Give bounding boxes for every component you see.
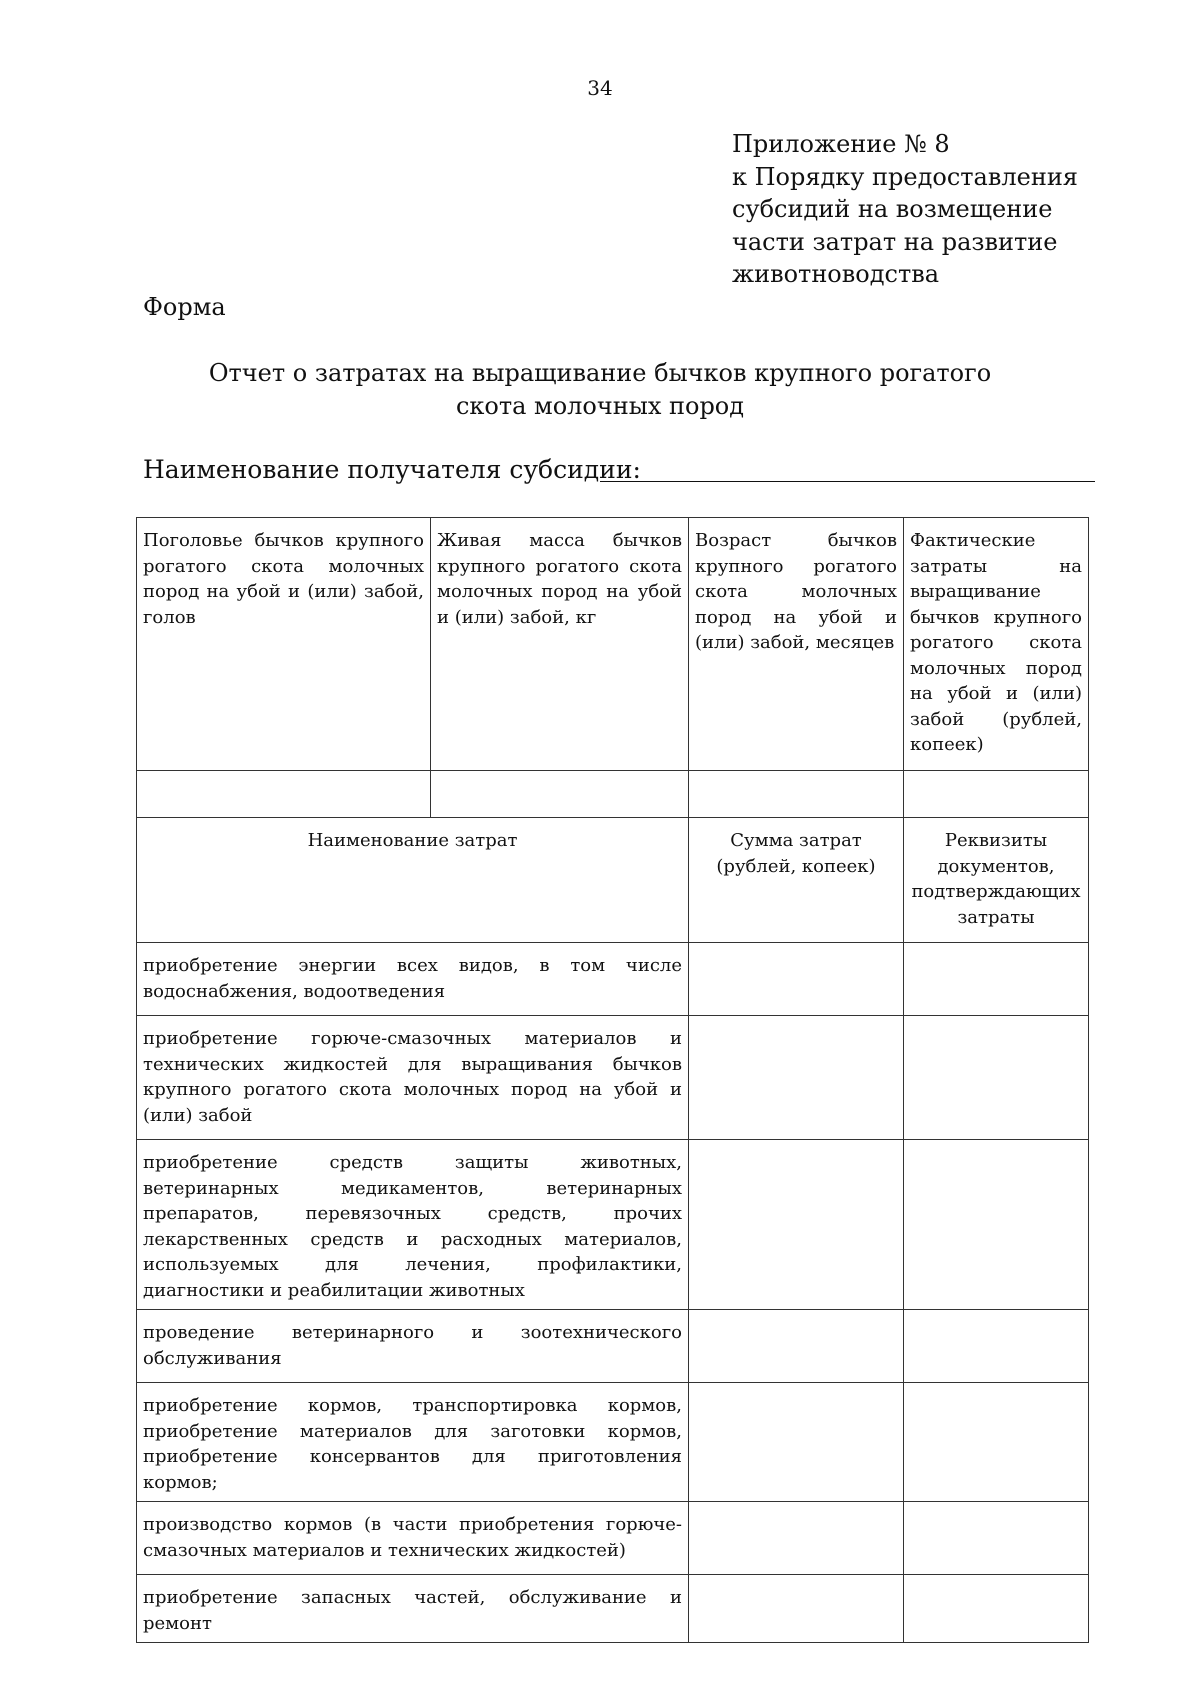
cost-docs-cell[interactable] — [904, 943, 1089, 1016]
header-cost-docs: Реквизиты документов, подтверждающих затраты — [904, 818, 1089, 943]
live-weight-cell[interactable] — [431, 771, 689, 818]
age-cell[interactable] — [689, 771, 904, 818]
header-age: Возраст бычков крупного рогатого скота молочных пород на убой и (или) забой, месяцев — [689, 518, 904, 771]
appendix-reference — [732, 128, 1078, 291]
cost-row — [137, 1310, 1089, 1383]
cost-row — [137, 1016, 1089, 1140]
cost-sum-cell[interactable] — [689, 1016, 904, 1140]
appendix-line: части затрат на развитие — [732, 227, 1058, 256]
cost-docs-cell[interactable] — [904, 1575, 1089, 1643]
appendix-line: Приложение № 8 — [732, 130, 950, 158]
appendix-line: животноводства — [732, 260, 940, 288]
recipient-name-field[interactable] — [600, 481, 1095, 482]
cost-sum-cell[interactable] — [689, 1575, 904, 1643]
cost-name-cell: приобретение горюче-смазочных материалов и технических жидкостей для выращивания бычков крупного рогатого скота молочных пород на убой и (или) забой — [137, 1016, 689, 1140]
report-table — [136, 517, 1089, 1643]
recipient-label: Наименование получателя субсидии: — [143, 455, 641, 484]
cost-row — [137, 1140, 1089, 1310]
cost-name-cell: приобретение запасных частей, обслуживание и ремонт — [137, 1575, 689, 1643]
form-label: Форма — [143, 293, 226, 321]
cost-sum-cell[interactable] — [689, 1310, 904, 1383]
cost-docs-cell[interactable] — [904, 1140, 1089, 1310]
cost-row — [137, 1575, 1089, 1643]
appendix-line: субсидий на возмещение — [732, 195, 1053, 223]
cost-name-cell: приобретение средств защиты животных, ветеринарных медикаментов, ветеринарных препаратов, перевязочных средств, прочих лекарственных средств и расходных материалов, используемых для лечения, профилактики, диагностики и реабилитации животных — [137, 1140, 689, 1310]
actual-costs-cell[interactable] — [904, 771, 1089, 818]
cost-sum-cell[interactable] — [689, 1383, 904, 1502]
cost-sum-cell[interactable] — [689, 1502, 904, 1575]
cost-name-cell: приобретение кормов, транспортировка кормов, приобретение материалов для заготовки кормов, приобретение консервантов для приготовления кормов; — [137, 1383, 689, 1502]
cost-docs-cell[interactable] — [904, 1310, 1089, 1383]
cost-row — [137, 1383, 1089, 1502]
head-count-cell[interactable] — [137, 771, 431, 818]
cost-header-row — [137, 818, 1089, 943]
header-live-weight: Живая масса бычков крупного рогатого скота молочных пород на убой и (или) забой, кг — [431, 518, 689, 771]
report-title — [0, 357, 1200, 423]
page-number: 34 — [587, 76, 613, 100]
input-row — [137, 771, 1089, 818]
cost-docs-cell[interactable] — [904, 1383, 1089, 1502]
cost-name-cell: производство кормов (в части приобретения горюче-смазочных материалов и технических жидкостей) — [137, 1502, 689, 1575]
header-head-count: Поголовье бычков крупного рогатого скота молочных пород на убой и (или) забой, голов — [137, 518, 431, 771]
cost-sum-cell[interactable] — [689, 943, 904, 1016]
report-title-line: скота молочных пород — [455, 392, 745, 420]
cost-name-cell: проведение ветеринарного и зоотехнического обслуживания — [137, 1310, 689, 1383]
header-cost-sum: Сумма затрат (рублей, копеек) — [689, 818, 904, 943]
cost-sum-cell[interactable] — [689, 1140, 904, 1310]
cost-docs-cell[interactable] — [904, 1502, 1089, 1575]
header-cost-name: Наименование затрат — [137, 818, 689, 943]
cost-row — [137, 1502, 1089, 1575]
appendix-line: к Порядку предоставления — [732, 162, 1078, 191]
cost-row — [137, 943, 1089, 1016]
header-actual-costs: Фактические затраты на выращивание бычков крупного рогатого скота молочных пород на убой и (или) забой (рублей, копеек) — [904, 518, 1089, 771]
header-row — [137, 518, 1089, 771]
cost-name-cell: приобретение энергии всех видов, в том числе водоснабжения, водоотведения — [137, 943, 689, 1016]
report-title-line: Отчет о затратах на выращивание бычков крупного рогатого — [208, 359, 992, 387]
cost-docs-cell[interactable] — [904, 1016, 1089, 1140]
